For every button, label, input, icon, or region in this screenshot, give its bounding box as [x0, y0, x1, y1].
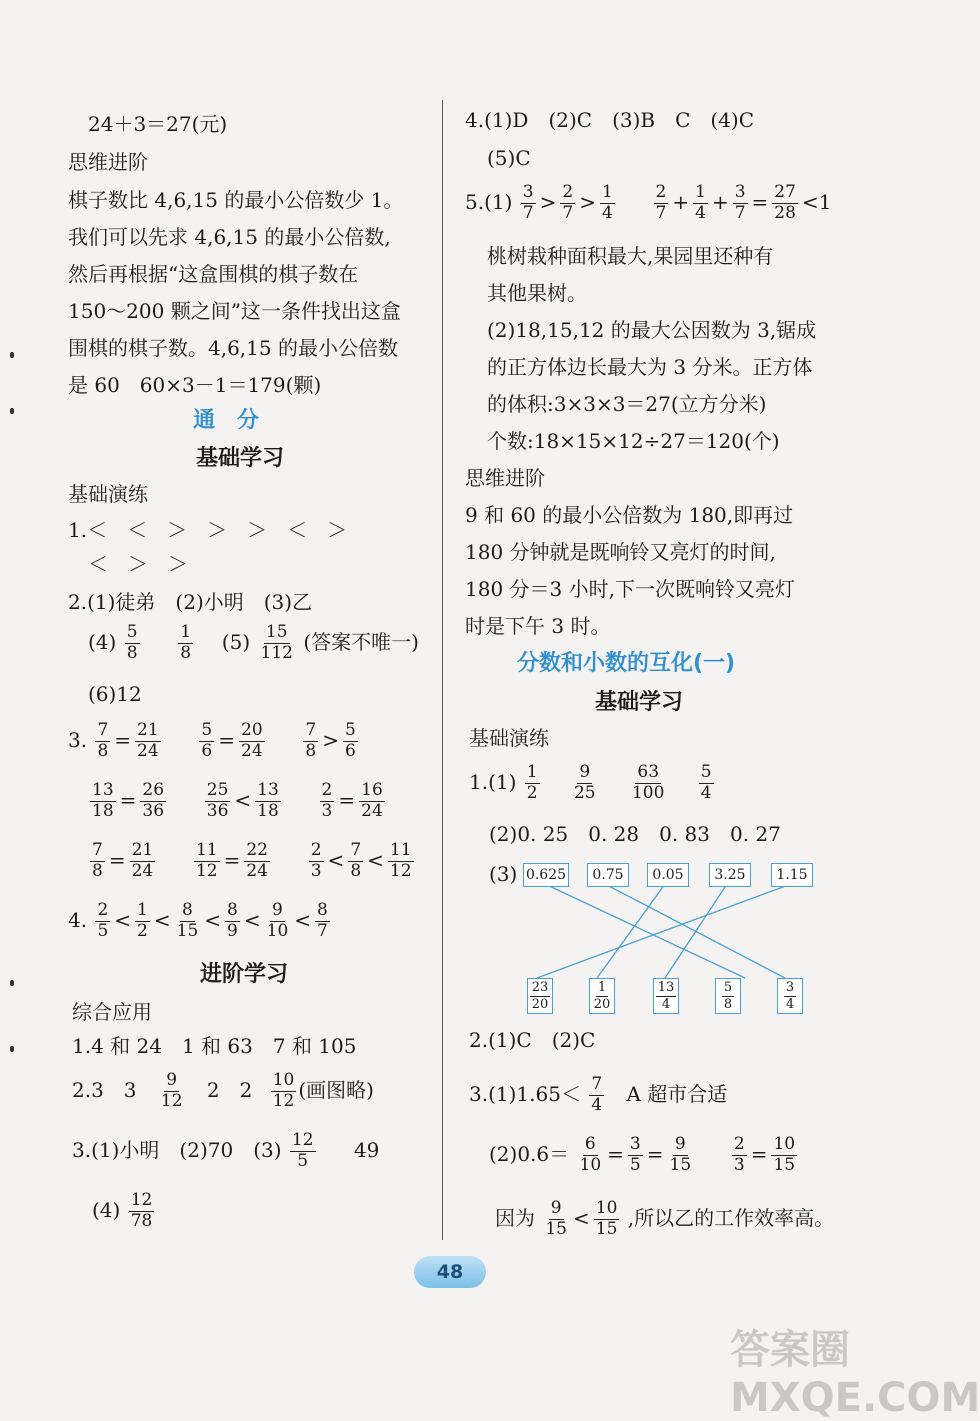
answer-line: 4.(1)D (2)C (3)B C (4)C	[465, 108, 755, 132]
fraction: $\frac{1}{8}$	[180, 622, 192, 663]
decimal-box: 0.75	[587, 863, 629, 887]
sub-title: 基础学习	[595, 690, 684, 715]
text-line: 的正方体边长最大为 3 分米。正方体	[487, 355, 813, 379]
section-label: 思维进阶	[465, 466, 545, 490]
decimal-box: 1.15	[771, 863, 813, 887]
practice-label: 基础演练	[68, 482, 148, 506]
text-line: 180 分钟就是既响铃又亮灯的时间,	[465, 540, 776, 564]
practice-label: 基础演练	[469, 726, 549, 750]
matching-label: (3)	[489, 862, 518, 886]
fraction-box: $\frac{3}{4}$	[777, 978, 803, 1014]
text-line: 我们可以先求 4,6,15 的最小公倍数,	[68, 225, 391, 249]
fraction-box: $\frac{1}{20}$	[589, 978, 615, 1014]
answer-line: 24＋3＝27(元)	[88, 112, 228, 136]
page-number: 48	[414, 1256, 486, 1288]
fraction: $\frac{5}{8}$	[126, 622, 138, 663]
text-line: 棋子数比 4,6,15 的最小公倍数少 1。	[68, 188, 404, 212]
comparison-row: $\frac{13}{18}$ = $\frac{26}{36}$ $\frac{25}{36}$ < $\frac{13}{18}$ $\frac{2}{3}$ = $\frac{16}{24}$	[92, 780, 383, 821]
text-line: 150～200 颗之间”这一条件找出这盒	[68, 299, 401, 323]
sub-title: 进阶学习	[200, 962, 289, 987]
text-line: 的体积:3×3×3＝27(立方分米)	[487, 392, 767, 416]
margin-mark	[10, 1046, 14, 1052]
text-line: 180 分＝3 小时,下一次既响铃又亮灯	[465, 577, 795, 601]
text-line: (2)18,15,12 的最大公因数为 3,锯成	[487, 318, 817, 342]
section-title: 通 分	[193, 408, 260, 433]
practice-label: 综合应用	[72, 1000, 152, 1024]
answer-line: 2.3 3 $\frac{9}{12}$ 2 2 $\frac{10}{12}$ (画图略)	[72, 1070, 374, 1111]
fraction-box: $\frac{5}{8}$	[715, 978, 741, 1014]
text-line: 桃树栽种面积最大,果园里还种有	[487, 244, 774, 268]
answer-line: 1.＜ ＜ ＞ ＞ ＞ ＜ ＞	[68, 518, 348, 542]
comparison-row: (2)0.6＝ $\frac{6}{10}$ = $\frac{3}{5}$ = $\frac{9}{15}$ $\frac{2}{3}$ = $\frac{10}{15}$	[489, 1134, 796, 1175]
fraction: $\frac{15}{112}$	[260, 622, 293, 663]
comparison-row: 5.(1) $\frac{3}{7}$ > $\frac{2}{7}$ > $\frac{1}{4}$ $\frac{2}{7}$ + $\frac{1}{4}$ + $\frac{3}{7}$ = $\frac{27}{28}$ <1	[465, 182, 832, 223]
text-line: 其他果树。	[487, 281, 587, 305]
watermark-logo: 答案圈 MXQE.COM	[730, 1327, 980, 1421]
answer-line: (2)0. 25 0. 28 0. 83 0. 27	[489, 822, 781, 846]
text-line: 是 60 60×3－1＝179(颗)	[68, 373, 322, 397]
fraction-box: $\frac{13}{4}$	[653, 978, 679, 1014]
margin-mark	[10, 980, 14, 986]
decimal-box: 0.05	[647, 863, 689, 887]
answer-line-fractions: (4) $\frac{5}{8}$ $\frac{1}{8}$ (5) $\frac{15}{112}$ (答案不唯一)	[88, 622, 419, 663]
answer-line: ＜ ＞ ＞	[88, 552, 188, 576]
answer-line: (4) $\frac{12}{78}$	[92, 1190, 153, 1231]
decimal-box: 0.625	[523, 863, 569, 887]
sub-title: 基础学习	[196, 446, 285, 471]
comparison-row: 4. $\frac{2}{5}$ < $\frac{1}{2}$ < $\frac{8}{15}$ < $\frac{8}{9}$ < $\frac{9}{10}$ < $\frac{8}{7}$	[68, 900, 328, 941]
section-label: 思维进阶	[68, 150, 148, 174]
answer-line: 3.(1)小明 (2)70 (3) $\frac{12}{5}$ 49	[72, 1130, 380, 1171]
answer-line: 1.(1) $\frac{1}{2}$ $\frac{9}{25}$ $\frac{63}{100}$ $\frac{5}{4}$	[469, 762, 712, 803]
answer-line: 因为 $\frac{9}{15}$ < $\frac{10}{15}$ ,所以乙的工作效率高。	[495, 1198, 835, 1239]
text-line: 个数:18×15×12÷27＝120(个)	[487, 429, 780, 453]
fraction-box: $\frac{23}{20}$	[527, 978, 553, 1014]
decimal-box: 3.25	[709, 863, 751, 887]
comparison-row: 3. $\frac{7}{8}$ = $\frac{21}{24}$ $\frac{5}{6}$ = $\frac{20}{24}$ $\frac{7}{8}$ > $\frac{5}{6}$	[68, 720, 356, 761]
answer-line: 2.(1)C (2)C	[469, 1028, 596, 1052]
text-line: 然后再根据“这盒围棋的棋子数在	[68, 262, 359, 286]
section-title: 分数和小数的互化(一)	[517, 651, 736, 676]
comparison-row: $\frac{7}{8}$ = $\frac{21}{24}$ $\frac{11}{12}$ = $\frac{22}{24}$ $\frac{2}{3}$ < $\frac{7}{8}$ < $\frac{11}{12}$	[92, 840, 412, 881]
margin-mark	[10, 352, 14, 358]
text-line: 时是下午 3 时。	[465, 614, 611, 638]
answer-line: 3.(1)1.65＜ $\frac{7}{4}$ A 超市合适	[469, 1074, 728, 1115]
answer-line: 2.(1)徒弟 (2)小明 (3)乙	[68, 590, 313, 614]
margin-mark	[10, 408, 14, 414]
text-line: 9 和 60 的最小公倍数为 180,即再过	[465, 503, 794, 527]
answer-line: 1.4 和 24 1 和 63 7 和 105	[72, 1034, 357, 1058]
answer-line: (6)12	[88, 682, 142, 706]
text-line: 围棋的棋子数。4,6,15 的最小公倍数	[68, 336, 398, 360]
column-divider	[442, 100, 443, 1240]
answer-line: (5)C	[487, 146, 531, 170]
